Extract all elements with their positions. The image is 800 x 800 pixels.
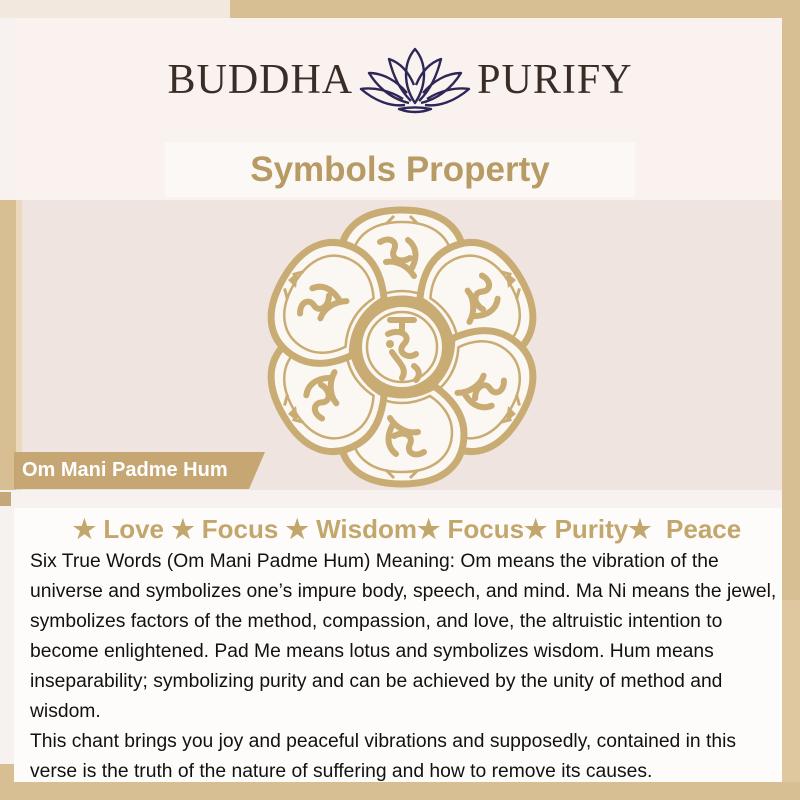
frame-left-light xyxy=(16,200,22,490)
description xyxy=(30,547,800,787)
frame-corner xyxy=(0,764,14,782)
description-line: Six True Words (Om Mani Padme Hum) Meaning: Om means the vibration of the xyxy=(30,551,719,572)
brand-name-left: BUDDHA xyxy=(167,57,354,103)
brand-name-right: PURIFY xyxy=(477,57,633,103)
mantra-label xyxy=(14,452,249,489)
frame-top-light xyxy=(0,0,230,18)
om-mani-padme-hum-mandala-icon xyxy=(258,202,546,492)
section-title: Symbols Property xyxy=(250,149,550,189)
description-line: become enlightened. Pad Me means lotus and symbolizes wisdom. Hum means xyxy=(30,641,714,662)
lotus-icon xyxy=(359,45,471,115)
virtues-text: ★ Love ★ Focus ★ Wisdom★ Focus★ Purity★ Peace xyxy=(72,513,742,544)
section-title-box xyxy=(165,142,635,197)
description-line: symbolizes factors of the method, compassion, and love, the altruistic intention to xyxy=(30,611,723,632)
frame-left xyxy=(0,200,16,490)
description-line: wisdom. xyxy=(30,701,101,722)
description-line: universe and symbolizes one’s impure body, speech, and mind. Ma Ni means the jewel, xyxy=(30,581,777,602)
brand-logo xyxy=(0,40,800,120)
mantra-label-text: Om Mani Padme Hum xyxy=(22,459,228,481)
virtues-line xyxy=(14,512,800,546)
description-line: inseparability; symbolizing purity and can be achieved by the unity of method and xyxy=(30,671,723,692)
description-line: This chant brings you joy and peaceful vibrations and supposedly, contained in this xyxy=(30,731,736,752)
description-line: verse is the truth of the nature of suffering and how to remove its causes. xyxy=(30,761,653,782)
frame-accent xyxy=(0,492,11,506)
